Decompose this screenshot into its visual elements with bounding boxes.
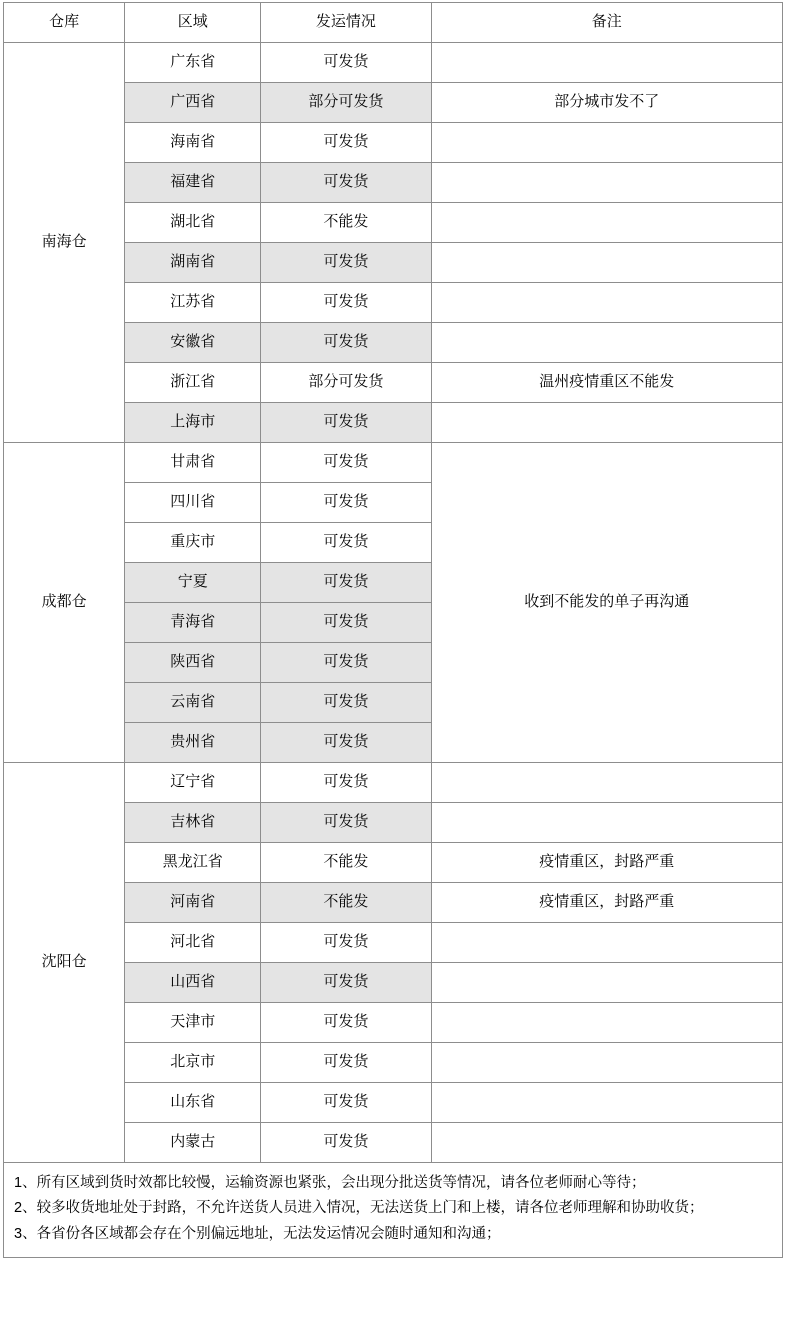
table-header-row <box>4 3 783 43</box>
shipping-status-cell: 可发货 <box>261 603 431 643</box>
table-row <box>4 43 783 83</box>
shipping-status-cell: 可发货 <box>261 123 431 163</box>
warehouse-remark-cell: 收到不能发的单子再沟通 <box>431 443 782 763</box>
remark-cell <box>431 963 782 1003</box>
area-cell: 辽宁省 <box>125 763 261 803</box>
area-cell: 海南省 <box>125 123 261 163</box>
remark-cell <box>431 243 782 283</box>
footnote-item: 1、所有区域到货时效都比较慢，运输资源也紧张，会出现分批送货等情况，请各位老师耐心等待； <box>14 1175 646 1191</box>
table-row <box>4 763 783 803</box>
shipping-status-cell: 可发货 <box>261 403 431 443</box>
area-cell: 北京市 <box>125 1043 261 1083</box>
remark-cell <box>431 323 782 363</box>
area-cell: 内蒙古 <box>125 1123 261 1163</box>
area-cell: 四川省 <box>125 483 261 523</box>
footnote-item: 3、各省份各区域都会存在个别偏远地址，无法发运情况会随时通知和沟通； <box>14 1225 501 1242</box>
area-cell: 宁夏 <box>125 563 261 603</box>
shipping-status-cell: 可发货 <box>261 923 431 963</box>
shipping-status-cell: 可发货 <box>261 803 431 843</box>
footnote-item: 2、较多收货地址处于封路，不允许送货人员进入情况，无法送货上门和上楼，请各位老师理解和协助收货； <box>14 1200 704 1217</box>
remark-cell: 疫情重区，封路严重 <box>431 883 782 923</box>
table-row <box>4 443 783 483</box>
warehouse-name-cell: 沈阳仓 <box>4 763 125 1163</box>
area-cell: 上海市 <box>125 403 261 443</box>
area-cell: 吉林省 <box>125 803 261 843</box>
area-cell: 广西省 <box>125 83 261 123</box>
remark-cell <box>431 123 782 163</box>
area-cell: 江苏省 <box>125 283 261 323</box>
shipping-status-cell: 可发货 <box>261 523 431 563</box>
warehouse-name-cell: 南海仓 <box>4 43 125 443</box>
remark-cell: 温州疫情重区不能发 <box>431 363 782 403</box>
remark-cell <box>431 283 782 323</box>
shipping-status-cell: 可发货 <box>261 643 431 683</box>
remark-cell <box>431 763 782 803</box>
warehouse-name-cell: 成都仓 <box>4 443 125 763</box>
shipping-status-cell: 不能发 <box>261 203 431 243</box>
remark-cell <box>431 1043 782 1083</box>
area-cell: 甘肃省 <box>125 443 261 483</box>
area-cell: 云南省 <box>125 683 261 723</box>
column-header-remark: 备注 <box>431 3 782 43</box>
shipping-status-cell: 可发货 <box>261 563 431 603</box>
table-body <box>4 43 783 1163</box>
remark-cell <box>431 1083 782 1123</box>
shipping-status-cell: 可发货 <box>261 163 431 203</box>
shipping-status-cell: 可发货 <box>261 963 431 1003</box>
column-header-area: 区域 <box>125 3 261 43</box>
shipping-status-cell: 可发货 <box>261 323 431 363</box>
area-cell: 贵州省 <box>125 723 261 763</box>
area-cell: 浙江省 <box>125 363 261 403</box>
remark-cell <box>431 1003 782 1043</box>
area-cell: 河北省 <box>125 923 261 963</box>
area-cell: 山东省 <box>125 1083 261 1123</box>
remark-cell <box>431 803 782 843</box>
column-header-shipping: 发运情况 <box>261 3 431 43</box>
remark-cell: 部分城市发不了 <box>431 83 782 123</box>
shipping-status-cell: 可发货 <box>261 443 431 483</box>
shipping-status-cell: 可发货 <box>261 243 431 283</box>
area-cell: 重庆市 <box>125 523 261 563</box>
area-cell: 山西省 <box>125 963 261 1003</box>
area-cell: 陕西省 <box>125 643 261 683</box>
area-cell: 福建省 <box>125 163 261 203</box>
area-cell: 安徽省 <box>125 323 261 363</box>
shipping-status-cell: 可发货 <box>261 483 431 523</box>
remark-cell <box>431 923 782 963</box>
shipping-status-cell: 可发货 <box>261 43 431 83</box>
area-cell: 湖南省 <box>125 243 261 283</box>
remark-cell <box>431 1123 782 1163</box>
area-cell: 青海省 <box>125 603 261 643</box>
shipping-status-cell: 可发货 <box>261 1043 431 1083</box>
shipping-status-cell: 可发货 <box>261 683 431 723</box>
area-cell: 湖北省 <box>125 203 261 243</box>
area-cell: 天津市 <box>125 1003 261 1043</box>
shipping-status-cell: 不能发 <box>261 883 431 923</box>
column-header-warehouse: 仓库 <box>4 3 125 43</box>
shipping-status-cell: 可发货 <box>261 1003 431 1043</box>
area-cell: 黑龙江省 <box>125 843 261 883</box>
shipping-status-table <box>3 2 783 1163</box>
remark-cell <box>431 43 782 83</box>
area-cell: 河南省 <box>125 883 261 923</box>
remark-cell <box>431 203 782 243</box>
shipping-status-cell: 可发货 <box>261 1123 431 1163</box>
footnotes-block <box>3 1163 783 1258</box>
remark-cell: 疫情重区，封路严重 <box>431 843 782 883</box>
shipping-status-cell: 可发货 <box>261 763 431 803</box>
table-header <box>4 3 783 43</box>
remark-cell <box>431 163 782 203</box>
shipping-status-cell: 可发货 <box>261 1083 431 1123</box>
shipping-status-cell: 不能发 <box>261 843 431 883</box>
remark-cell <box>431 403 782 443</box>
shipping-status-cell: 可发货 <box>261 723 431 763</box>
shipping-status-cell: 可发货 <box>261 283 431 323</box>
shipping-status-cell: 部分可发货 <box>261 83 431 123</box>
shipping-status-cell: 部分可发货 <box>261 363 431 403</box>
area-cell: 广东省 <box>125 43 261 83</box>
